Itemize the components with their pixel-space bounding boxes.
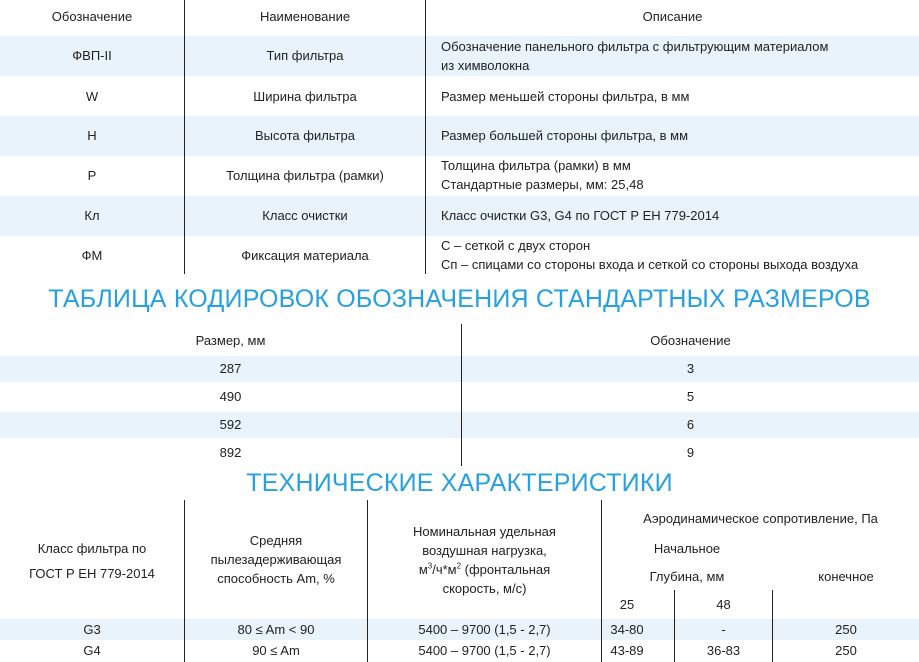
header-depth-25: 25 — [619, 597, 635, 612]
specs-title: ТЕХНИЧЕСКИЕ ХАРАКТЕРИСТИКИ — [246, 469, 673, 497]
row-name: Фиксация материала — [241, 248, 369, 263]
header-description: Описание — [642, 9, 703, 24]
row-depth-48: 36-83 — [706, 643, 741, 658]
header-size: Размер, мм — [195, 333, 266, 348]
row-description: С – сеткой с двух сторон — [441, 238, 591, 253]
row-name: Класс очистки — [262, 208, 348, 223]
code-value: 9 — [686, 445, 695, 460]
header-name: Наименование — [259, 9, 351, 24]
header-dust-capacity: способность Am, % — [217, 571, 335, 586]
size-value: 287 — [219, 361, 242, 376]
header-dust-capacity: Средняя — [249, 533, 303, 548]
row-code: H — [87, 128, 97, 143]
size-value: 892 — [219, 445, 242, 460]
row-name: Высота фильтра — [255, 128, 355, 143]
code-value: 3 — [686, 361, 695, 376]
header-filter-class: ГОСТ Р ЕН 779-2014 — [29, 566, 155, 581]
header-filter-class: Класс фильтра по — [37, 541, 147, 556]
code-value: 6 — [686, 417, 695, 432]
header-depth-48: 48 — [716, 597, 731, 612]
header-code: Обозначение — [650, 333, 731, 348]
row-name: Толщина фильтра (рамки) — [226, 168, 384, 183]
row-description: Сп – спицами со стороны входа и сеткой со стороны выхода воздуха — [441, 257, 859, 272]
header-air-load: скорость, м/с) — [442, 581, 527, 596]
size-codes-title: ТАБЛИЦА КОДИРОВОК ОБОЗНАЧЕНИЯ СТАНДАРТНЫХ РАЗМЕРОВ — [48, 285, 871, 313]
row-description: Стандартные размеры, мм: 25,48 — [441, 177, 644, 192]
row-load: 5400 – 9700 (1,5 - 2,7) — [418, 622, 551, 637]
row-dust: 90 ≤ Am — [252, 643, 300, 658]
row-depth-25: 34-80 — [610, 622, 644, 637]
row-class: G3 — [83, 622, 101, 637]
header-resistance: Аэродинамическое сопротивление, Па — [643, 511, 878, 526]
header-initial: Начальное — [653, 541, 721, 556]
header-designation: Обозначение — [51, 9, 133, 24]
header-air-load: воздушная нагрузка, — [422, 543, 547, 558]
row-name: Ширина фильтра — [253, 89, 357, 104]
row-dust: 80 ≤ Am < 90 — [237, 622, 315, 637]
row-name: Тип фильтра — [266, 48, 344, 63]
row-code: ФВП-II — [72, 48, 112, 63]
row-description: Толщина фильтра (рамки) в мм — [441, 158, 631, 173]
row-depth-48: - — [721, 622, 726, 637]
row-final: 250 — [835, 643, 857, 658]
header-depth: Глубина, мм — [649, 569, 725, 584]
size-value: 490 — [219, 389, 242, 404]
header-dust-capacity: пылезадерживающая — [210, 552, 342, 567]
header-final: конечное — [818, 569, 874, 584]
column-divider — [425, 0, 426, 274]
row-load: 5400 – 9700 (1,5 - 2,7) — [418, 643, 551, 658]
row-description: Класс очистки G3, G4 по ГОСТ Р ЕН 779-2014 — [441, 208, 720, 223]
row-description: из химволокна — [441, 58, 530, 73]
row-description: Размер большей стороны фильтра, в мм — [441, 128, 689, 143]
row-class: G4 — [83, 643, 101, 658]
header-air-load: Номинальная удельная — [413, 524, 556, 539]
code-value: 5 — [686, 389, 695, 404]
row-depth-25: 43-89 — [610, 643, 644, 658]
row-code: ФМ — [81, 248, 103, 263]
row-code: W — [85, 89, 99, 104]
row-code: P — [87, 168, 97, 183]
row-description: Обозначение панельного фильтра с фильтрующим материалом — [441, 39, 829, 54]
size-value: 592 — [219, 417, 242, 432]
row-description: Размер меньшей стороны фильтра, в мм — [441, 89, 690, 104]
row-code: Кл — [84, 208, 100, 223]
header-air-load: $м^3/ч*м^2$ (фронтальная — [418, 561, 551, 577]
row-final: 250 — [835, 622, 857, 637]
